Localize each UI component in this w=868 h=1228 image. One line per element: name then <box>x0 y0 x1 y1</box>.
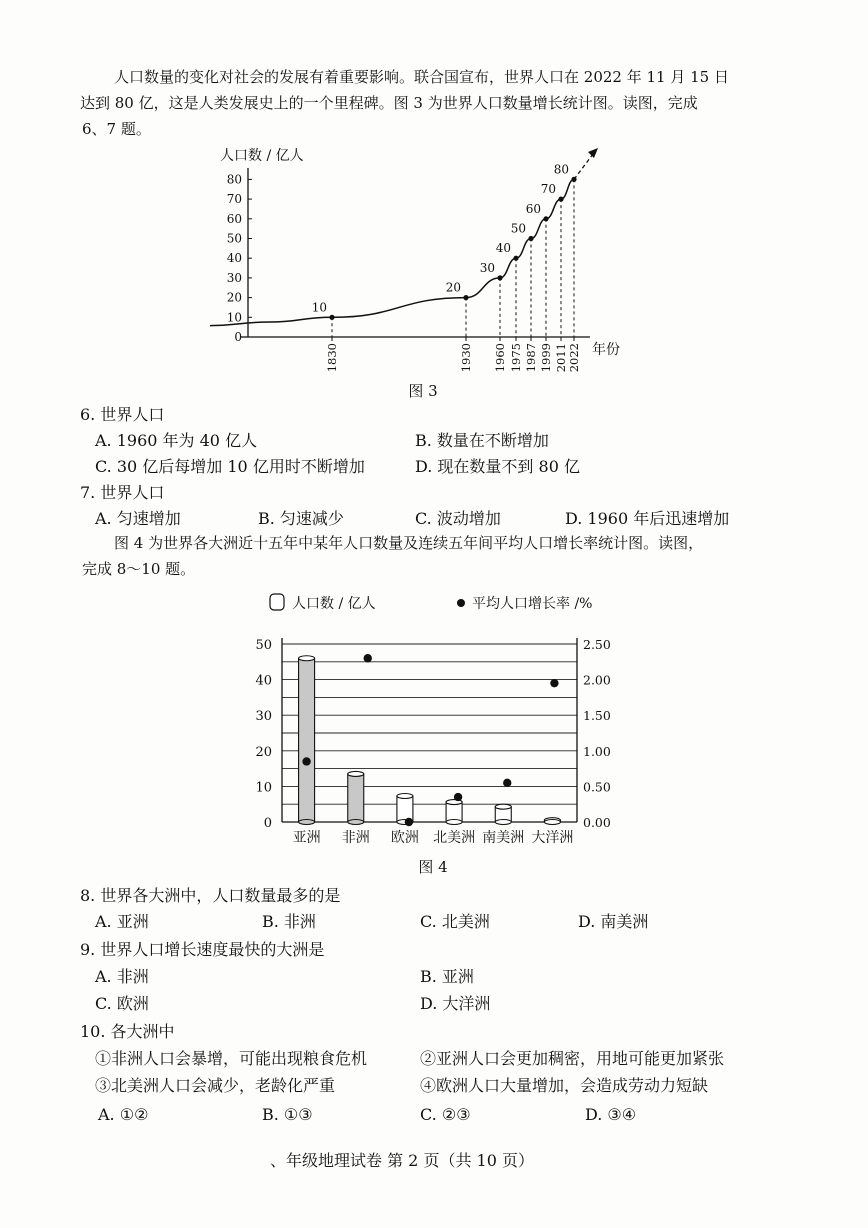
left-tick-label: 0 <box>263 816 272 831</box>
question-6-option-a[interactable]: A. 1960 年为 40 亿人 <box>95 431 258 450</box>
legend-rate-label: 平均人口增长率 /% <box>472 596 593 612</box>
population-bar-top <box>397 794 413 799</box>
data-label: 20 <box>445 280 461 295</box>
population-bar-top <box>348 771 364 776</box>
data-point <box>558 197 563 202</box>
projection-arrow-head <box>588 148 598 158</box>
question-6-option-d[interactable]: D. 现在数量不到 80 亿 <box>415 457 580 476</box>
population-bar-top <box>299 656 315 661</box>
y-tick-label: 10 <box>226 310 242 325</box>
x-axis-title: 年份 <box>592 342 620 358</box>
left-tick-label: 20 <box>255 744 272 760</box>
intro-line: 人口数量的变化对社会的发展有着重要影响。联合国宣布，世界人口在 2022 年 11 月 15 日 <box>114 68 729 86</box>
y-tick-label: 0 <box>234 330 242 344</box>
question-10-statement-3: ③北美洲人口会减少，老龄化严重 <box>95 1076 336 1095</box>
rate-dot <box>364 654 372 662</box>
legend-dot-icon <box>457 599 465 607</box>
question-10-option-d[interactable]: D. ③④ <box>585 1105 637 1124</box>
y-axis-title: 人口数 / 亿人 <box>220 148 304 164</box>
intro-line: 完成 8～10 题。 <box>82 560 196 578</box>
data-label: 80 <box>553 162 569 177</box>
category-label: 北美洲 <box>433 830 476 846</box>
category-label: 大洋洲 <box>531 830 574 846</box>
category-label: 非洲 <box>341 830 370 846</box>
data-point <box>571 177 576 182</box>
x-tick-label: 1975 <box>509 343 523 373</box>
data-label: 40 <box>495 241 511 256</box>
population-bar-base <box>348 820 364 825</box>
x-tick-label: 1830 <box>325 343 339 373</box>
question-7-option-a[interactable]: A. 匀速增加 <box>95 509 181 528</box>
legend-population-label: 人口数 / 亿人 <box>292 596 376 612</box>
data-label: 70 <box>540 182 556 197</box>
question-6-stem: 6. 世界人口 <box>80 405 165 424</box>
data-label: 60 <box>525 201 541 216</box>
intro-line: 6、7 题。 <box>82 120 151 138</box>
figure-3-caption: 图 3 <box>408 382 438 400</box>
figure-4-bar-chart <box>240 588 620 850</box>
question-10-statement-4: ④欧洲人口大量增加，会造成劳动力短缺 <box>420 1076 709 1095</box>
right-tick-label: 0.00 <box>583 815 611 830</box>
question-8-option-a[interactable]: A. 亚洲 <box>95 912 149 931</box>
question-8-option-b[interactable]: B. 非洲 <box>262 912 316 931</box>
population-bar-base <box>446 820 462 825</box>
figure-4-caption: 图 4 <box>418 858 448 876</box>
question-8-option-c[interactable]: C. 北美洲 <box>420 912 490 931</box>
data-point <box>528 236 533 241</box>
right-tick-label: 2.50 <box>583 637 611 652</box>
right-tick-label: 0.50 <box>583 779 611 795</box>
category-label: 欧洲 <box>390 830 419 846</box>
data-label: 50 <box>510 221 526 236</box>
x-tick-label: 1930 <box>459 343 473 373</box>
question-7-option-b[interactable]: B. 匀速减少 <box>258 509 344 528</box>
category-label: 亚洲 <box>292 830 321 846</box>
question-6-option-b[interactable]: B. 数量在不断增加 <box>415 431 549 450</box>
question-9-option-c[interactable]: C. 欧洲 <box>95 994 149 1013</box>
data-point <box>543 216 548 221</box>
rate-dot <box>405 818 413 826</box>
left-tick-label: 40 <box>255 673 272 689</box>
data-point <box>513 256 518 261</box>
population-bar <box>348 774 364 822</box>
population-bar-base <box>299 820 315 825</box>
category-label: 南美洲 <box>482 830 525 846</box>
intro-line: 达到 80 亿，这是人类发展史上的一个里程碑。图 3 为世界人口数量增长统计图。读图，完成 <box>80 94 698 112</box>
right-tick-label: 1.50 <box>583 708 611 724</box>
y-tick-label: 20 <box>226 290 242 305</box>
left-tick-label: 10 <box>255 780 272 796</box>
y-tick-label: 80 <box>226 172 242 187</box>
intro-line: 图 4 为世界各大洲近十五年中某年人口数量及连续五年间平均人口增长率统计图。读图， <box>114 534 704 552</box>
y-tick-label: 60 <box>226 211 242 226</box>
question-10-option-c[interactable]: C. ②③ <box>420 1105 471 1124</box>
question-9-option-a[interactable]: A. 非洲 <box>95 967 149 986</box>
x-tick-label: 2022 <box>567 343 581 373</box>
left-tick-label: 30 <box>255 709 272 725</box>
question-10-option-a[interactable]: A. ①② <box>98 1105 149 1124</box>
figure-3-line-chart <box>210 140 650 380</box>
question-10-statement-2: ②亚洲人口会更加稠密，用地可能更加紧张 <box>420 1049 725 1068</box>
x-tick-label: 1987 <box>524 343 538 373</box>
question-9-option-b[interactable]: B. 亚洲 <box>420 967 474 986</box>
data-point <box>463 295 468 300</box>
data-label: 10 <box>311 300 327 315</box>
population-bar <box>299 658 315 822</box>
question-7-stem: 7. 世界人口 <box>80 483 165 502</box>
population-bar-base <box>495 820 511 825</box>
data-point <box>329 315 334 320</box>
rate-dot <box>454 793 462 801</box>
question-6-option-c[interactable]: C. 30 亿后每增加 10 亿用时不断增加 <box>95 457 365 476</box>
y-tick-label: 30 <box>226 270 242 285</box>
data-label: 30 <box>479 260 495 275</box>
question-9-option-d[interactable]: D. 大洋洲 <box>420 994 491 1013</box>
population-bar <box>397 796 413 822</box>
intro-paragraph-2 <box>82 530 782 582</box>
population-bar-base <box>544 820 560 825</box>
population-bar-top <box>495 804 511 809</box>
x-tick-label: 2011 <box>554 343 568 373</box>
question-9-stem: 9. 世界人口增长速度最快的大洲是 <box>80 940 325 959</box>
question-10-option-b[interactable]: B. ①③ <box>262 1105 313 1124</box>
rate-dot <box>550 679 558 687</box>
intro-paragraph-1 <box>82 64 782 142</box>
population-curve <box>210 179 574 325</box>
y-tick-label: 50 <box>226 231 242 246</box>
question-7-option-d[interactable]: D. 1960 年后迅速增加 <box>565 509 730 528</box>
page-footer: 、年级地理试卷 第 2 页（共 10 页） <box>270 1151 534 1170</box>
question-10-stem: 10. 各大洲中 <box>80 1022 175 1041</box>
data-point <box>497 275 502 280</box>
x-tick-label: 1999 <box>539 343 553 373</box>
question-8-stem: 8. 世界各大洲中，人口数量最多的是 <box>80 886 341 905</box>
left-tick-label: 50 <box>255 638 272 653</box>
right-tick-label: 2.00 <box>583 672 611 688</box>
y-tick-label: 70 <box>226 192 242 207</box>
x-tick-label: 1960 <box>493 343 507 373</box>
question-10-statement-1: ①非洲人口会暴增，可能出现粮食危机 <box>95 1049 368 1068</box>
question-7-option-c[interactable]: C. 波动增加 <box>415 509 501 528</box>
y-tick-label: 40 <box>226 251 242 266</box>
right-tick-label: 1.00 <box>583 743 611 759</box>
question-8-option-d[interactable]: D. 南美洲 <box>578 912 649 931</box>
legend-cylinder-icon <box>270 594 284 610</box>
rate-dot <box>302 757 310 765</box>
rate-dot <box>503 779 511 787</box>
